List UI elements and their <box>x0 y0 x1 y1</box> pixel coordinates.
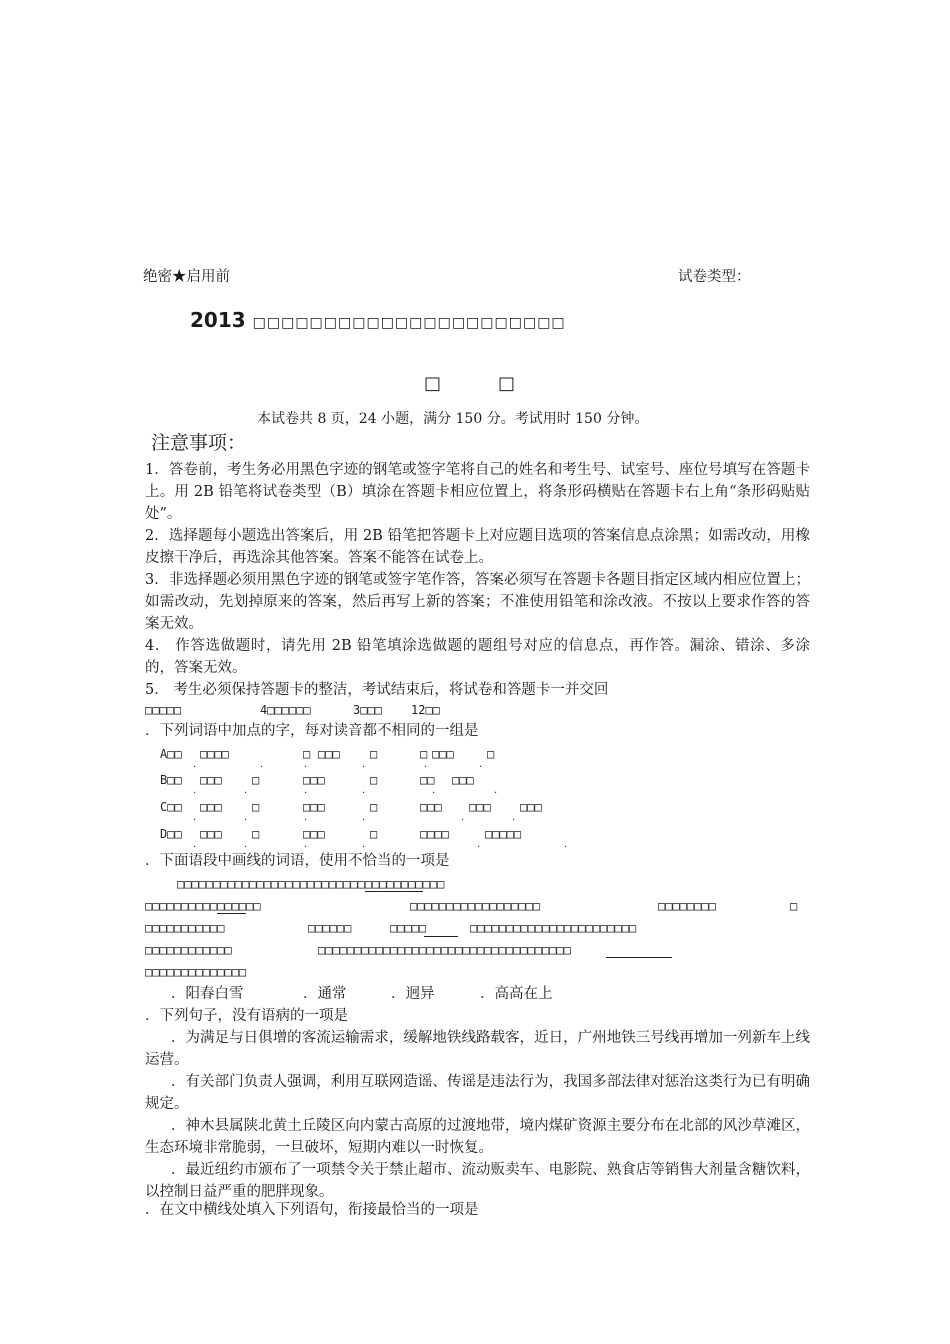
word: □ <box>370 800 378 814</box>
exam-title <box>190 306 566 337</box>
passage-text: □□□ <box>422 877 445 891</box>
q2-passage-line-3a: □□□□□□□□□□□ <box>145 921 225 935</box>
word: □□□ <box>200 800 222 814</box>
word: □□□ <box>318 747 340 761</box>
q1-stem: ．下列词语中加点的字，每对读音都不相同的一组是 <box>145 723 479 739</box>
underlined-phrase: □□□□□□□□ <box>364 877 423 891</box>
q2-passage-line-3b: □□□□□□ <box>308 921 352 935</box>
subject-char-2: □ <box>498 373 516 394</box>
q2-passage-line-2c: □□□□□□□□ <box>658 899 716 913</box>
word: □□□□ <box>420 827 449 841</box>
q2-passage-line-1 <box>177 874 444 894</box>
passage-text: □□□□□□□□□□ <box>145 899 218 913</box>
word: □□□ <box>303 773 325 787</box>
q4-stem: ．在文中横线处填入下列语句，衔接最恰当的一项是 <box>145 1202 479 1218</box>
section-part-3: 3□□□ <box>353 703 382 717</box>
q2-passage-line-3d: □□□□□□□□□□□□□□□□□□□□□□□ <box>470 921 637 935</box>
notice-item-3: 3．非选择题必须用黑色字迹的钢笔或签字笔作答，答案必须写在答题卡各题目指定区域内相应位置上；如需改动，先划掉原来的答案，然后再写上新的答案；不准使用铅笔和涂改液。不按以上要求作答的答案无效。 <box>145 572 810 632</box>
word: □□□ <box>432 747 454 761</box>
secret-label: 绝密★启用前 <box>143 269 230 285</box>
option-label: D□□ <box>160 827 182 841</box>
passage-text: □□□□□□□□□□□□□□□□□□□□□□□□□□ <box>177 877 365 891</box>
notice-item-4: 4． 作答选做题时，请先用 2B 铅笔填涂选做题的题组号对应的信息点，再作答。漏涂、错涂、多涂的，答案无效。 <box>145 638 810 676</box>
word: □□□ <box>303 800 325 814</box>
option-label: A□□ <box>160 747 182 761</box>
q2-passage-line-3c: □□□□□ <box>390 921 427 935</box>
notice-item-2: 2．选择题每小题选出答案后，用 2B 铅笔把答题卡上对应题目选项的答案信息点涂黑；如需改动，用橡皮擦干净后，再选涂其他答案。答案不能答在试卷上。 <box>145 528 810 566</box>
q2-choice-b: ．通常 <box>303 986 347 1002</box>
section-part-2: 4□□□□□□ <box>260 703 311 717</box>
word: □ <box>252 773 260 787</box>
option-label: C□□ <box>160 800 182 814</box>
q2-choice-a: ．阳春白雪 <box>171 986 244 1002</box>
word: □□□□ <box>200 747 229 761</box>
q2-passage-line-4b: □□□□□□□□□□□□□□□□□□□□□□□□□□□□□□□□□□□ <box>318 943 571 957</box>
word: □ <box>487 747 495 761</box>
word: □ <box>252 800 260 814</box>
title-year: 2013 <box>190 308 246 332</box>
word: □□□ <box>469 800 491 814</box>
word: □ <box>370 827 378 841</box>
notice-heading: 注意事项： <box>151 432 247 454</box>
q2-passage-line-4a: □□□□□□□□□□□□ <box>145 943 232 957</box>
word: □□□ <box>200 827 222 841</box>
word: □ <box>252 827 260 841</box>
q2-passage-line-2a <box>145 896 261 916</box>
q2-blank-line-1 <box>424 936 458 937</box>
section-part-4: 12□□ <box>411 703 440 717</box>
word: □ <box>303 747 311 761</box>
notice-item-1: 1．答卷前，考生务必用黑色字迹的钢笔或签字笔将自己的姓名和考生号、试室号、座位号填写在答题卡上。用 2B 铅笔将试卷类型（B）填涂在答题卡相应位置上，将条形码横贴在答题卡右上角“条形码贴贴处”。 <box>145 462 810 522</box>
word: □□□ <box>520 800 542 814</box>
title-text: □□□□□□□□□□□□□□□□□□□□□□ <box>252 315 566 331</box>
q2-choice-c: ．迥异 <box>391 986 435 1002</box>
q2-choice-d: ．高高在上 <box>480 986 553 1002</box>
paper-type-label: 试卷类型： <box>678 269 751 285</box>
word: □□□□□ <box>485 827 522 841</box>
word: □□□ <box>303 827 325 841</box>
word: □□□ <box>200 773 222 787</box>
word: □□□ <box>420 800 442 814</box>
passage-text: □□ <box>246 899 261 913</box>
section-part-1: □□□□□ <box>145 703 182 717</box>
q3-stem: ．下列句子，没有语病的一项是 <box>145 1008 348 1024</box>
q2-blank-line-2 <box>606 957 672 958</box>
word: □ <box>420 747 428 761</box>
q2-stem: ．下面语段中画线的词语，使用不恰当的一项是 <box>145 853 450 869</box>
notice-item-5: 5． 考生必须保持答题卡的整洁，考试结束后，将试卷和答题卡一并交回 <box>145 682 609 698</box>
q3-option-a: ．为满足与日俱增的客流运输需求，缓解地铁线路载客，近日，广州地铁三号线再增加一列新车上线运营。 <box>145 1030 810 1068</box>
exam-intro: 本试卷共 8 页，24 小题，满分 150 分。考试用时 150 分钟。 <box>257 411 649 427</box>
word: □ <box>370 773 378 787</box>
q3-option-d: ．最近纽约市颁布了一项禁令关于禁止超市、流动贩卖车、电影院、熟食店等销售大剂量含糖饮料，以控制日益严重的肥胖现象。 <box>145 1162 810 1200</box>
q2-passage-line-2d: □ <box>790 899 798 913</box>
q2-passage-line-5: □□□□□□□□□□□□□□ <box>145 965 247 979</box>
option-label: B□□ <box>160 773 182 787</box>
word: □□□ <box>452 773 474 787</box>
word: □□ <box>420 773 435 787</box>
q3-option-c: ．神木县属陕北黄土丘陵区向内蒙古高原的过渡地带，境内煤矿资源主要分布在北部的风沙草滩区，生态环境非常脆弱，一旦破坏，短期内难以一时恢复。 <box>145 1118 810 1156</box>
q2-passage-line-2b: □□□□□□□□□□□□□□□□□□ <box>410 899 541 913</box>
underlined-phrase: □□□□ <box>217 899 247 913</box>
word: □ <box>370 747 378 761</box>
subject-char-1: □ <box>424 373 442 394</box>
q3-option-b: ．有关部门负责人强调，利用互联网造谣、传谣是违法行为，我国多部法律对惩治这类行为已有明确规定。 <box>145 1074 810 1112</box>
